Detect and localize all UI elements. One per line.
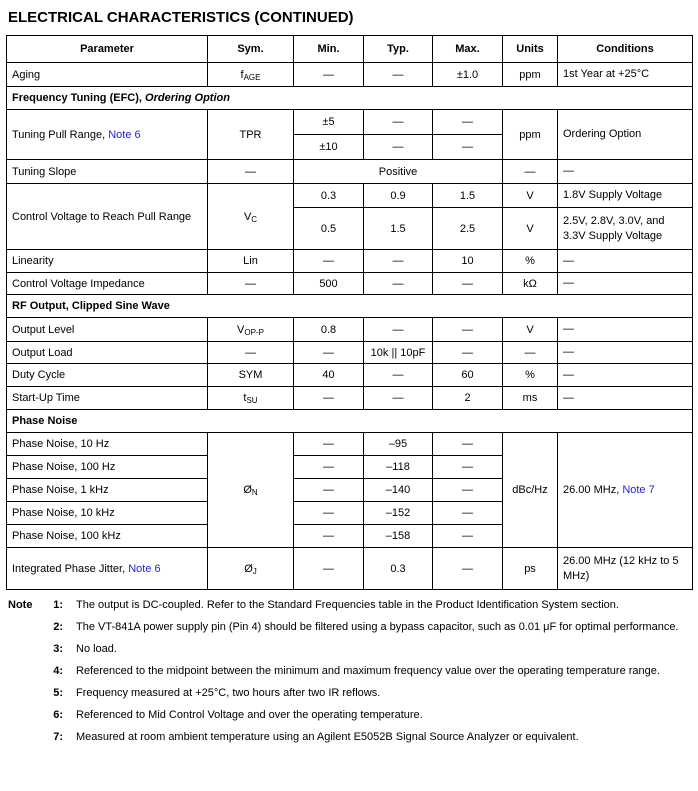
tpr-parameter: Tuning Pull Range, Note 6 <box>7 110 208 160</box>
aging-conditions: 1st Year at +25°C <box>558 63 693 87</box>
section-rf-output <box>7 295 693 318</box>
cv-impedance-parameter: Control Voltage Impedance <box>7 273 208 295</box>
cv-impedance-min: 500 <box>294 273 364 295</box>
output-load-conditions: — <box>558 342 693 364</box>
pn-1khz-min: — <box>294 479 364 502</box>
tpr-max-2: — <box>433 135 503 160</box>
output-level-parameter: Output Level <box>7 318 208 342</box>
output-load-max: — <box>433 342 503 364</box>
startup-time-typ: — <box>364 387 433 410</box>
tpr-typ-2: — <box>364 135 433 160</box>
row-aging <box>7 63 693 87</box>
pn-10khz-max: — <box>433 502 503 525</box>
output-load-parameter: Output Load <box>7 342 208 364</box>
tpr-max-1: — <box>433 110 503 135</box>
aging-max: ±1.0 <box>433 63 503 87</box>
linearity-parameter: Linearity <box>7 250 208 273</box>
phase-jitter-sym: $Ø_J$ <box>208 548 294 590</box>
row-output-load <box>7 342 693 364</box>
pn-100khz-min: — <box>294 525 364 548</box>
control-voltage-units-1: V <box>503 184 558 208</box>
phase-jitter-max: — <box>433 548 503 590</box>
output-level-max: — <box>433 318 503 342</box>
note6-link-jitter[interactable]: Note 6 <box>128 562 161 575</box>
tuning-slope-conditions: — <box>558 160 693 184</box>
pn-1khz-typ: –140 <box>364 479 433 502</box>
note-4-text: Referenced to the midpoint between the minimum and maximum frequency value over the operating temperature range. <box>76 664 660 677</box>
linearity-min: — <box>294 250 364 273</box>
control-voltage-max-2: 2.5 <box>433 208 503 250</box>
note-1-number: 1: <box>53 599 63 611</box>
col-header-max: Max. <box>433 36 503 63</box>
pn-100khz-typ: –158 <box>364 525 433 548</box>
row-output-level <box>7 318 693 342</box>
control-voltage-typ-1: 0.9 <box>364 184 433 208</box>
output-level-min: 0.8 <box>294 318 364 342</box>
section-phase-noise-label: Phase Noise <box>7 410 693 433</box>
output-level-conditions: — <box>558 318 693 342</box>
cv-impedance-typ: — <box>364 273 433 295</box>
note-5-number: 5: <box>53 686 63 699</box>
cv-impedance-units: kΩ <box>503 273 558 295</box>
electrical-characteristics-table <box>6 35 693 590</box>
aging-units: ppm <box>503 63 558 87</box>
tpr-min-2: ±10 <box>294 135 364 160</box>
control-voltage-parameter: Control Voltage to Reach Pull Range <box>7 184 208 250</box>
row-phase-noise-10hz <box>7 433 693 456</box>
phase-jitter-parameter: Integrated Phase Jitter, Note 6 <box>7 548 208 590</box>
control-voltage-conditions-1: 1.8V Supply Voltage <box>558 184 693 208</box>
tpr-units: ppm <box>503 110 558 160</box>
cv-impedance-sym: — <box>208 273 294 295</box>
section-rf-output-label: RF Output, Clipped Sine Wave <box>7 295 693 318</box>
note-4 <box>8 664 696 680</box>
row-tuning-pull-range-1 <box>7 110 693 135</box>
output-level-units: V <box>503 318 558 342</box>
note-2-text: The VT-841A power supply pin (Pin 4) should be filtered using a bypass capacitor, such as 0.01 μF for optimal performance. <box>76 620 679 633</box>
note-1 <box>8 598 696 614</box>
tpr-min-1: ±5 <box>294 110 364 135</box>
startup-time-min: — <box>294 387 364 410</box>
note-2 <box>8 620 696 636</box>
col-header-typ: Typ. <box>364 36 433 63</box>
control-voltage-min-1: 0.3 <box>294 184 364 208</box>
row-control-voltage-1 <box>7 184 693 208</box>
col-header-min: Min. <box>294 36 364 63</box>
tpr-sym: TPR <box>208 110 294 160</box>
tuning-slope-value: Positive <box>294 160 503 184</box>
section-phase-noise <box>7 410 693 433</box>
pn-100hz-max: — <box>433 456 503 479</box>
output-load-sym: — <box>208 342 294 364</box>
note-3 <box>8 642 696 658</box>
note-6-text: Referenced to Mid Control Voltage and over the operating temperature. <box>76 708 423 721</box>
note-6-number: 6: <box>53 708 63 721</box>
startup-time-conditions: — <box>558 387 693 410</box>
note-4-number: 4: <box>53 664 63 677</box>
pn-10khz-min: — <box>294 502 364 525</box>
note6-link[interactable]: Note 6 <box>108 128 141 141</box>
cv-impedance-conditions: — <box>558 273 693 295</box>
pn-10khz-parameter: Phase Noise, 10 kHz <box>7 502 208 525</box>
aging-parameter: Aging <box>7 63 208 87</box>
cv-impedance-max: — <box>433 273 503 295</box>
duty-cycle-sym: SYM <box>208 364 294 387</box>
note-label: Note <box>8 599 33 611</box>
note-7-number: 7: <box>53 730 63 743</box>
phase-noise-sym: $Ø_N$ <box>208 433 294 548</box>
note-7-text: Measured at room ambient temperature using an Agilent E5052B Signal Source Analyzer or equivalent. <box>76 730 579 743</box>
note-1-text: The output is DC-coupled. Refer to the Standard Frequencies table in the Product Identification System section. <box>76 599 619 611</box>
control-voltage-conditions-2: 2.5V, 2.8V, 3.0V, and 3.3V Supply Voltage <box>558 208 693 250</box>
output-load-units: — <box>503 342 558 364</box>
output-load-typ: 10k || 10pF <box>364 342 433 364</box>
tuning-slope-units: — <box>503 160 558 184</box>
phase-jitter-conditions: 26.00 MHz (12 kHz to 5 MHz) <box>558 548 693 590</box>
startup-time-units: ms <box>503 387 558 410</box>
tuning-slope-parameter: Tuning Slope <box>7 160 208 184</box>
note7-link[interactable]: Note 7 <box>622 483 655 496</box>
section-frequency-tuning-label: Frequency Tuning (EFC), Ordering Option <box>7 87 693 110</box>
aging-sym: $f_{AGE}$ <box>208 63 294 87</box>
col-header-parameter: Parameter <box>7 36 208 63</box>
row-linearity <box>7 250 693 273</box>
pn-1khz-max: — <box>433 479 503 502</box>
table-header-row <box>7 36 693 63</box>
duty-cycle-units: % <box>503 364 558 387</box>
output-level-sym: $V_{OP-P}$ <box>208 318 294 342</box>
control-voltage-typ-2: 1.5 <box>364 208 433 250</box>
pn-100hz-min: — <box>294 456 364 479</box>
aging-typ: — <box>364 63 433 87</box>
pn-10hz-max: — <box>433 433 503 456</box>
startup-time-max: 2 <box>433 387 503 410</box>
control-voltage-max-1: 1.5 <box>433 184 503 208</box>
tuning-slope-sym: — <box>208 160 294 184</box>
note-2-number: 2: <box>53 620 63 633</box>
phase-jitter-typ: 0.3 <box>364 548 433 590</box>
note-5-text: Frequency measured at +25°C, two hours after two IR reflows. <box>76 686 381 699</box>
row-cv-impedance <box>7 273 693 295</box>
control-voltage-sym: $V_C$ <box>208 184 294 250</box>
note-6 <box>8 708 696 724</box>
linearity-units: % <box>503 250 558 273</box>
linearity-sym: Lin <box>208 250 294 273</box>
duty-cycle-parameter: Duty Cycle <box>7 364 208 387</box>
phase-noise-units: dBc/Hz <box>503 433 558 548</box>
row-phase-jitter <box>7 548 693 590</box>
pn-100khz-parameter: Phase Noise, 100 kHz <box>7 525 208 548</box>
startup-time-sym: $t_{SU}$ <box>208 387 294 410</box>
note-3-number: 3: <box>53 642 63 655</box>
linearity-typ: — <box>364 250 433 273</box>
row-duty-cycle <box>7 364 693 387</box>
col-header-conditions: Conditions <box>558 36 693 63</box>
phase-jitter-min: — <box>294 548 364 590</box>
pn-10hz-typ: –95 <box>364 433 433 456</box>
linearity-conditions: — <box>558 250 693 273</box>
output-level-typ: — <box>364 318 433 342</box>
duty-cycle-conditions: — <box>558 364 693 387</box>
duty-cycle-typ: — <box>364 364 433 387</box>
pn-100hz-parameter: Phase Noise, 100 Hz <box>7 456 208 479</box>
control-voltage-units-2: V <box>503 208 558 250</box>
note-5 <box>8 686 696 702</box>
pn-1khz-parameter: Phase Noise, 1 kHz <box>7 479 208 502</box>
section-frequency-tuning <box>7 87 693 110</box>
col-header-units: Units <box>503 36 558 63</box>
col-header-sym: Sym. <box>208 36 294 63</box>
linearity-max: 10 <box>433 250 503 273</box>
pn-10khz-typ: –152 <box>364 502 433 525</box>
note-7 <box>8 730 696 746</box>
pn-10hz-parameter: Phase Noise, 10 Hz <box>7 433 208 456</box>
phase-noise-conditions: 26.00 MHz, Note 7 <box>558 433 693 548</box>
startup-time-parameter: Start-Up Time <box>7 387 208 410</box>
tpr-typ-1: — <box>364 110 433 135</box>
aging-min: — <box>294 63 364 87</box>
pn-100hz-typ: –118 <box>364 456 433 479</box>
row-tuning-slope <box>7 160 693 184</box>
page-title: ELECTRICAL CHARACTERISTICS (CONTINUED) <box>8 9 354 26</box>
control-voltage-min-2: 0.5 <box>294 208 364 250</box>
duty-cycle-max: 60 <box>433 364 503 387</box>
pn-100khz-max: — <box>433 525 503 548</box>
tpr-conditions: Ordering Option <box>558 110 693 160</box>
note-3-text: No load. <box>76 642 117 655</box>
footnotes <box>8 598 696 746</box>
duty-cycle-min: 40 <box>294 364 364 387</box>
phase-jitter-units: ps <box>503 548 558 590</box>
row-startup-time <box>7 387 693 410</box>
output-load-min: — <box>294 342 364 364</box>
pn-10hz-min: — <box>294 433 364 456</box>
